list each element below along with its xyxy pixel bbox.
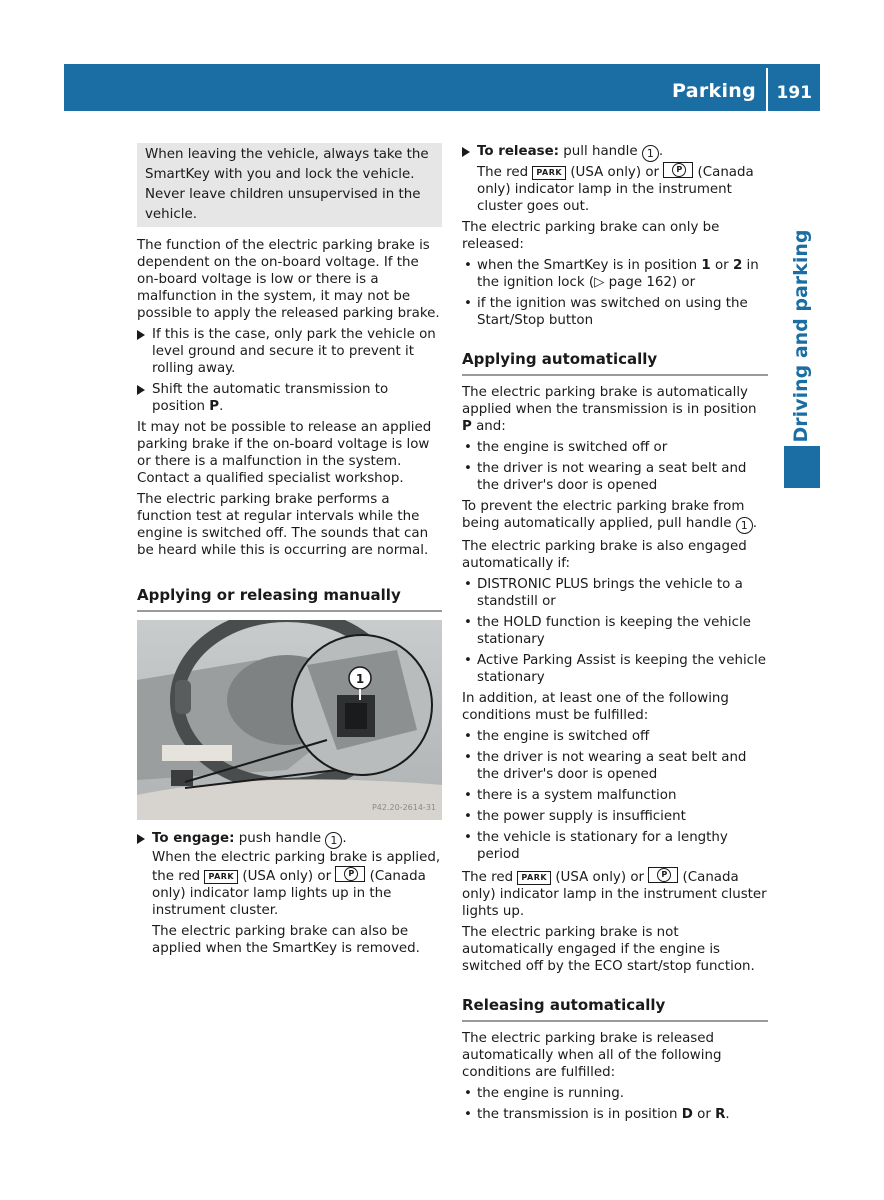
parking-brake-photo [137,620,442,820]
callout-number: 1 [355,672,365,686]
list-item: • the driver is not wearing a seat belt and the driver's door is opened [462,460,768,494]
bullet-list [462,439,768,494]
instruction-step: Shift the automatic transmission to position P. [137,381,442,415]
parking-brake-lamp-icon [663,162,693,178]
list-item: • the engine is switched off or [462,439,768,456]
paragraph: The electric parking brake is automatically applied when the transmission is in position P and: [462,385,757,434]
callout-circle: 1 [325,832,342,849]
section-heading: Applying or releasing manually [137,587,442,612]
parking-brake-lamp-icon [648,867,678,883]
page-header [64,64,820,111]
bullet-list [462,728,768,863]
callout-circle: 1 [642,145,659,162]
instruction-step: To release: pull handle 1 . The red PARK (USA only) or P (Canada only) indicator lamp in the instrument cluster goes out. [462,143,768,215]
list-item: • the transmission is in position D or R. [462,1106,768,1123]
list-item: • the vehicle is stationary for a lengthy period [462,829,768,863]
paragraph: To prevent the electric parking brake from being automatically applied, pull handle 1 . [462,499,757,532]
left-column [137,143,442,961]
paragraph: The red PARK (USA only) or P (Canada only) indicator lamp in the instrument cluster lights up. [462,867,768,920]
paragraph: The electric parking brake can only be released: [462,220,720,252]
paragraph: The function of the electric parking brake is dependent on the on-board voltage. If the on-board voltage is low or there is a malfunction in the system, it may not be possible to apply the released parking brake. [137,238,440,321]
list-item: • the driver is not wearing a seat belt and the driver's door is opened [462,749,768,783]
step-arrow-icon [462,147,470,157]
right-column [462,143,768,1127]
page-number: 191 [776,83,812,103]
dashboard-illustration [137,620,442,820]
list-item: • the engine is switched off [462,728,768,745]
instruction-step: To engage: push handle 1 . When the electric parking brake is applied, the red PARK (USA only) or P (Canada only) indicator lamp lights up in the instrument cluster. The electric parking brake can also be applied when the SmartKey is removed. [137,830,442,957]
list-item: • if the ignition was switched on using the Start/Stop button [462,295,768,329]
bullet-list [462,1085,768,1123]
chapter-label: Driving and parking [790,229,812,443]
image-code: P42.20-2614-31 [371,803,436,812]
paragraph: The electric parking brake is released automatically when all of the following conditions are fulfilled: [462,1031,722,1080]
parking-brake-lamp-icon [335,866,365,882]
paragraph: The electric parking brake can also be applied when the SmartKey is removed. [152,924,420,956]
list-item: • the HOLD function is keeping the vehicle stationary [462,614,768,648]
chapter-tab [782,229,820,443]
list-item: • there is a system malfunction [462,787,768,804]
step-arrow-icon [137,834,145,844]
bullet-list [462,257,768,329]
callout-circle: 1 [736,517,753,534]
list-item: • the engine is running. [462,1085,768,1102]
list-item: • the power supply is insufficient [462,808,768,825]
paragraph: The electric parking brake performs a function test at regular intervals while the engine is switched off. The sounds that can be heard while this is occurring are normal. [137,492,429,558]
section-heading: Applying automatically [462,351,768,376]
section-title: Parking [672,80,756,102]
park-lamp-icon: PARK [532,166,566,180]
step-arrow-icon [137,385,145,395]
paragraph: The electric parking brake is also engaged automatically if: [462,539,747,571]
instruction-step: If this is the case, only park the vehicle on level ground and secure it to prevent it rolling away. [137,326,442,377]
list-item: • DISTRONIC PLUS brings the vehicle to a standstill or [462,576,768,610]
list-item: • when the SmartKey is in position 1 or 2 in the ignition lock (▷ page 162) or [462,257,768,291]
header-divider [766,68,768,111]
section-heading: Releasing automatically [462,997,768,1022]
park-lamp-icon: PARK [517,871,551,885]
paragraph: The electric parking brake is not automatically engaged if the engine is switched off by the ECO start/stop function. [462,925,755,974]
chapter-marker [784,446,820,488]
warning-notice: When leaving the vehicle, always take the SmartKey with you and lock the vehicle. Never leave children unsupervised in the vehicle. [137,143,442,227]
step-arrow-icon [137,330,145,340]
bullet-list [462,576,768,686]
list-item: • Active Parking Assist is keeping the vehicle stationary [462,652,768,686]
park-lamp-icon: PARK [204,870,238,884]
paragraph: It may not be possible to release an applied parking brake if the on-board voltage is low or there is a malfunction in the system. Contact a qualified specialist workshop. [137,420,432,486]
paragraph: In addition, at least one of the following conditions must be fulfilled: [462,691,729,723]
